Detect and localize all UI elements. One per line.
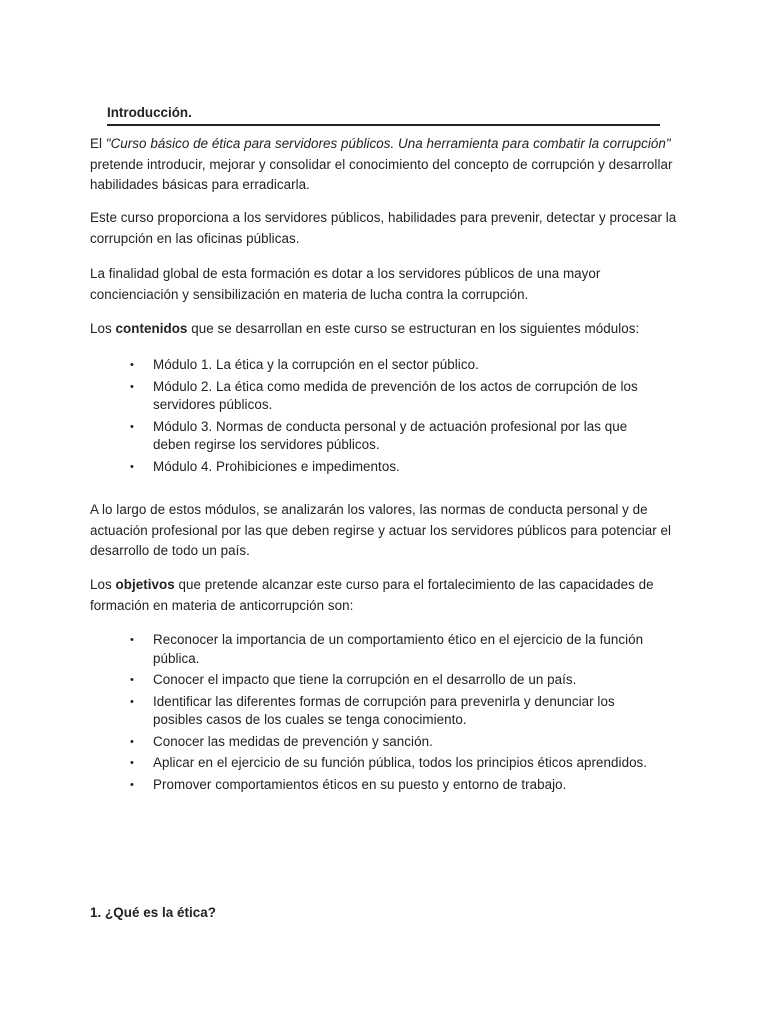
bullet-icon: •: [130, 735, 134, 748]
intro-heading: Introducción.: [107, 104, 660, 126]
bullet-icon: •: [130, 674, 134, 686]
bullet-icon: •: [130, 460, 134, 473]
section-heading-ethics: 1. ¿Qué es la ética?: [90, 905, 217, 920]
module-item-text: Módulo 4. Prohibiciones e impedimentos.: [153, 458, 400, 474]
module-item-text: Módulo 3. Normas de conducta personal y de actuación profesional por las que deben regirse los servidores públicos.: [153, 418, 628, 452]
p4-prefix: Los: [90, 321, 116, 336]
intro-paragraph-1: [90, 134, 680, 196]
p1-suffix: pretende introducir, mejorar y consolidar el conocimiento del concepto de corrupción y desarrollar habilidades básicas para erradicarla.: [90, 156, 673, 192]
objectives-paragraph: [90, 575, 680, 616]
p4-suffix: que se desarrollan en este curso se estructuran en los siguientes módulos:: [187, 321, 640, 336]
modules-summary-paragraph: A lo largo de estos módulos, se analizarán los valores, las normas de conducta personal y de actuación profesional por las que deben regirse y actuar los servidores públicos para potenciar el desarrollo de todo un país.: [90, 502, 672, 558]
list-item: [130, 754, 650, 773]
contents-paragraph: [90, 319, 680, 340]
bullet-icon: •: [130, 634, 134, 646]
course-title-italic: "Curso básico de ética para servidores públicos. Una herramienta para combatir la corrupción": [105, 136, 671, 151]
list-item: [130, 418, 650, 455]
bullet-icon: •: [130, 420, 134, 433]
intro-paragraph-3: La finalidad global de esta formación es dotar a los servidores públicos de una mayor concienciación y sensibilización en materia de lucha contra la corrupción.: [90, 266, 601, 302]
objective-item-text: Conocer el impacto que tiene la corrupción en el desarrollo de un país.: [153, 672, 577, 687]
objectives-list: [130, 631, 650, 797]
objectives-keyword: objetivos: [115, 577, 175, 592]
contents-keyword: contenidos: [115, 321, 188, 336]
module-item-text: Módulo 1. La ética y la corrupción en el sector público.: [153, 357, 479, 372]
objective-item-text: Conocer las medidas de prevención y sanción.: [153, 733, 433, 749]
list-item: [130, 631, 650, 668]
list-item: [130, 733, 650, 752]
bullet-icon: •: [130, 380, 134, 393]
p6-prefix: Los: [90, 577, 116, 592]
list-item: [130, 378, 650, 415]
bullet-icon: •: [130, 778, 134, 791]
intro-paragraph-2: Este curso proporciona a los servidores públicos, habilidades para prevenir, detectar y procesar la corrupción en las oficinas públicas.: [90, 210, 677, 246]
module-item-text: Módulo 2. La ética como medida de prevención de los actos de corrupción de los servidores públicos.: [153, 378, 638, 412]
list-item: [130, 356, 650, 375]
objective-item-text: Identificar las diferentes formas de corrupción para prevenirla y denunciar los posibles casos de los cuales se tenga conocimiento.: [153, 693, 615, 727]
bullet-icon: •: [130, 757, 134, 769]
objective-item-text: Reconocer la importancia de un comportamiento ético en el ejercicio de la función pública.: [153, 632, 644, 666]
objective-item-text: Aplicar en el ejercicio de su función pública, todos los principios éticos aprendidos.: [153, 755, 648, 770]
modules-list: [130, 356, 650, 479]
p1-prefix: El: [90, 136, 106, 151]
bullet-icon: •: [130, 359, 134, 371]
bullet-icon: •: [130, 695, 134, 708]
list-item: [130, 693, 650, 730]
objective-item-text: Promover comportamientos éticos en su puesto y entorno de trabajo.: [153, 776, 567, 792]
list-item: [130, 671, 650, 690]
list-item: [130, 458, 650, 477]
p6-suffix: que pretende alcanzar este curso para el fortalecimiento de las capacidades de formación en materia de anticorrupción son:: [90, 577, 654, 613]
list-item: [130, 776, 650, 795]
